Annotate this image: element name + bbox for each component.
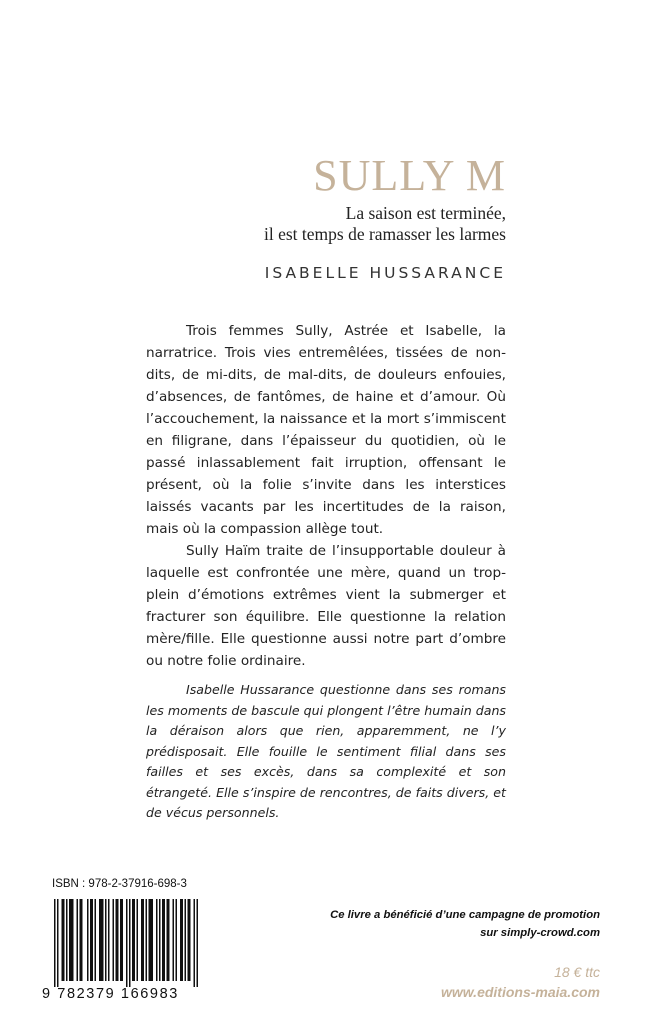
barcode-bar xyxy=(141,899,143,981)
barcode-bar xyxy=(162,899,164,981)
barcode-bar xyxy=(180,899,182,981)
barcode-bar xyxy=(122,899,124,981)
isbn-label: ISBN : 978-2-37916-698-3 xyxy=(52,878,187,890)
barcode-bar xyxy=(189,899,191,981)
barcode-bar xyxy=(176,899,178,981)
barcode-bar xyxy=(54,899,56,987)
barcode-bar xyxy=(129,899,131,987)
barcode-bar xyxy=(167,899,169,981)
book-subtitle xyxy=(264,203,506,245)
barcode-bar xyxy=(137,899,139,981)
barcode-bar xyxy=(156,899,158,981)
barcode-bar xyxy=(66,899,68,981)
barcode-bar xyxy=(108,899,110,981)
barcode-bar xyxy=(57,899,59,987)
barcode-bar xyxy=(116,899,118,981)
barcode-bar xyxy=(71,899,73,981)
publisher-website: www.editions-maia.com xyxy=(441,984,600,1000)
barcode-bar xyxy=(81,899,83,981)
back-cover-summary xyxy=(146,320,506,672)
barcode-bar xyxy=(194,899,196,987)
barcode-bar xyxy=(105,899,107,981)
barcode-bar xyxy=(87,899,89,981)
barcode-bar xyxy=(117,899,119,981)
subtitle-line-1: La saison est terminée, xyxy=(345,203,506,223)
author-name: ISABELLE HUSSARANCE xyxy=(264,264,506,282)
barcode-bar xyxy=(149,899,151,981)
barcode-bar xyxy=(101,899,103,981)
barcode-bar xyxy=(173,899,175,981)
barcode-bar xyxy=(126,899,128,987)
promotion-note xyxy=(330,906,600,942)
barcode-bar xyxy=(113,899,115,981)
author-bio-text: Isabelle Hussarance questionne dans ses romans les moments de bascule qui plongent l’être humain dans la déraison alors que rien, apparemment, ne l’y prédisposait. Elle fouille le sentiment filial dans ses failles et ses excès, dans sa complexité et son étrangeté. Elle s’inspire de rencontres, de faits divers, et de vécus personnels. xyxy=(146,682,506,820)
barcode-bar xyxy=(134,899,136,981)
promotion-line-1: Ce livre a bénéficié d’une campagne de promotion xyxy=(330,909,600,921)
barcode-bar xyxy=(159,899,161,981)
book-title: SULLY M xyxy=(313,151,506,200)
barcode-bar xyxy=(80,899,82,981)
barcode-bar xyxy=(69,899,71,981)
barcode-bar xyxy=(188,899,190,981)
barcode-bar xyxy=(150,899,152,981)
barcode-bar xyxy=(92,899,94,981)
summary-paragraph-2: Sully Haïm traite de l’insupportable douleur à laquelle est confrontée une mère, quand un trop-plein d’émotions extrêmes vient la submerger et fracturer son équilibre. Elle questionne la relation mère/fille. Elle questionne aussi notre part d’ombre ou notre folie ordinaire. xyxy=(146,543,506,669)
barcode-bar xyxy=(77,899,79,981)
barcode-bar xyxy=(99,899,101,981)
summary-paragraph-1: Trois femmes Sully, Astrée et Isabelle, la narratrice. Trois vies entremêlées, tissées de non-dits, de mi-dits, de mal-dits, de douleurs enfouies, d’absences, de fantômes, de haine et d’amour. Où l’accouchement, la naissance et la mort s’immiscent en filigrane, dans l’épaisseur du quotidien, où le passé inlassablement fait irruption, offensant le présent, où la folie s’invite dans les interstices laissés vacants par les incertitudes de la raison, mais où la compassion allège tout. xyxy=(146,323,506,537)
author-bio xyxy=(146,680,506,824)
price-label: 18 € ttc xyxy=(554,964,600,980)
barcode-bar xyxy=(197,899,199,987)
barcode-bar xyxy=(152,899,154,981)
barcode-bar xyxy=(90,899,92,981)
barcode-bar xyxy=(182,899,184,981)
barcode-digits: 9 782379 166983 xyxy=(42,986,179,1002)
barcode-bar xyxy=(185,899,187,981)
barcode-bar xyxy=(102,899,104,981)
barcode-bar xyxy=(132,899,134,981)
subtitle-line-2: il est temps de ramasser les larmes xyxy=(263,224,506,244)
barcode-bar xyxy=(63,899,65,981)
barcode-bar xyxy=(62,899,64,981)
barcode-bar xyxy=(146,899,148,981)
barcode-bar xyxy=(164,899,166,981)
barcode-bar xyxy=(72,899,74,981)
barcode-image xyxy=(54,899,198,987)
barcode-bar xyxy=(95,899,97,981)
barcode-bar xyxy=(143,899,145,981)
barcode-bar xyxy=(168,899,170,981)
promotion-line-2: sur simply-crowd.com xyxy=(480,927,600,939)
barcode-bar xyxy=(120,899,122,981)
